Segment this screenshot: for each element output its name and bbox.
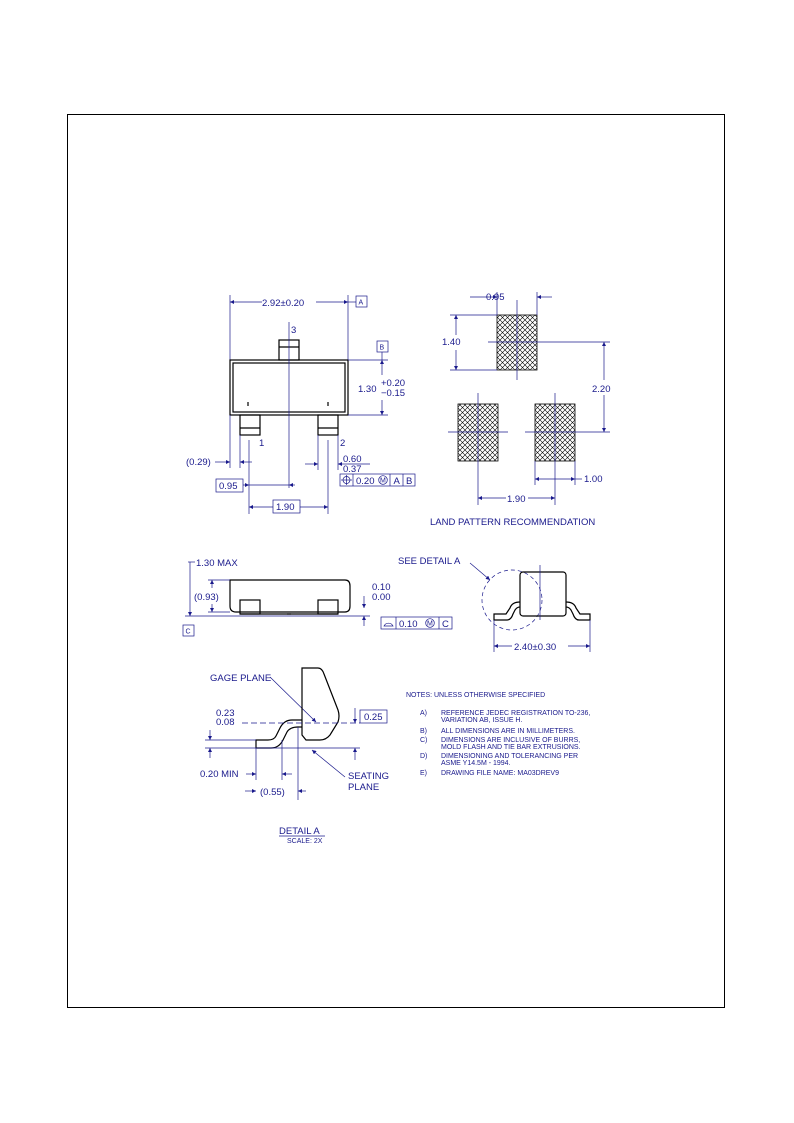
notes-block: [406, 692, 590, 777]
lead-thickness-min: 0.08: [216, 717, 235, 728]
note-line: MOLD FLASH AND TIE BAR EXTRUSIONS.: [441, 744, 581, 751]
pad-height-dim: 1.40: [442, 337, 461, 348]
note-key: B): [420, 728, 427, 735]
position-tolerance-frame: [340, 474, 415, 487]
note-line: REFERENCE JEDEC REGISTRATION TO-236,: [441, 710, 591, 717]
package-body-detail: [302, 668, 339, 740]
profile-symbol-icon: [384, 623, 393, 626]
note-line: ALL DIMENSIONS ARE IN MILLIMETERS.: [441, 728, 575, 735]
standoff-max: 0.10: [372, 582, 391, 593]
pin-3-label: 3: [291, 325, 297, 336]
height-tol-plus: +0.20: [381, 378, 406, 389]
pad-width-dim: 0.95: [486, 292, 505, 303]
gage-plane-label: GAGE PLANE: [210, 673, 272, 684]
datum-c-label: C: [185, 628, 191, 636]
seating-label-2: PLANE: [348, 782, 380, 793]
note-line: VARIATION AB, ISSUE H.: [441, 717, 523, 724]
offset-dim: (0.29): [186, 457, 211, 468]
note-key: E): [420, 770, 427, 777]
detail-a: [200, 668, 389, 845]
gage-dim: 0.25: [364, 712, 383, 723]
fcf-ref1: A: [393, 476, 400, 487]
note-line: DRAWING FILE NAME: MA03DREV9: [441, 770, 559, 777]
coplanarity-value: 0.10: [399, 619, 418, 630]
note-line: DIMENSIONING AND TOLERANCING PER: [441, 753, 579, 760]
standoff-min: 0.00: [372, 592, 391, 603]
row-distance-dim: 2.20: [592, 384, 611, 395]
pitch-dim: 0.95: [219, 481, 238, 492]
pin-2-label: 2: [340, 438, 346, 449]
fcf-ref2: B: [406, 476, 413, 487]
note-key: C): [420, 737, 428, 744]
lead-thickness-max: 0.23: [216, 708, 235, 719]
coplanarity-frame: [381, 617, 452, 630]
land-pattern: [430, 292, 611, 528]
note-key: D): [420, 753, 428, 760]
detail-title: DETAIL A: [279, 826, 320, 837]
body-height-dim: (0.93): [194, 592, 219, 603]
lead-2-top: [318, 415, 338, 435]
package-body-end: [520, 572, 566, 616]
end-view: [398, 556, 590, 653]
fcf-value: 0.20: [356, 476, 375, 487]
note-key: A): [420, 710, 427, 717]
foot-min-dim: 0.20 MIN: [200, 769, 239, 780]
foot-length-dim: (0.55): [260, 787, 285, 798]
land-pattern-caption: LAND PATTERN RECOMMENDATION: [430, 517, 596, 528]
detail-scale: SCALE: 2X: [287, 838, 323, 845]
span-dim: 1.90: [276, 502, 295, 513]
datum-a-label: A: [358, 299, 364, 307]
see-detail-label: SEE DETAIL A: [398, 556, 461, 567]
side-view: [183, 558, 452, 636]
coplanarity-ref: C: [442, 619, 449, 630]
pin-1-label: 1: [259, 438, 265, 449]
height-tol-minus: −0.15: [381, 388, 406, 399]
lead-width-min: 0.37: [343, 464, 362, 475]
pad-pitch-dim: 1.90: [507, 494, 526, 505]
note-line: ASME Y14.5M - 1994.: [441, 760, 511, 767]
coplanarity-mod: M: [427, 620, 433, 628]
datum-b-label: B: [379, 344, 385, 352]
top-view: [186, 295, 415, 514]
top-width-dim: 2.92±0.20: [262, 298, 305, 309]
notes-header: NOTES: UNLESS OTHERWISE SPECIFIED: [406, 692, 546, 699]
seating-label-1: SEATING: [348, 771, 389, 782]
height-dim: 1.30: [358, 384, 377, 395]
overall-width-dim: 2.40±0.30: [514, 642, 557, 653]
note-line: DIMENSIONS ARE INCLUSIVE OF BURRS,: [441, 737, 581, 744]
package-body-side: [230, 580, 350, 612]
lead-1-top: [240, 415, 260, 435]
max-height-dim: 1.30 MAX: [196, 558, 238, 569]
fcf-mod: M: [380, 477, 386, 485]
pad-gap-dim: 1.00: [584, 474, 603, 485]
lead-width-max: 0.60: [343, 454, 362, 465]
